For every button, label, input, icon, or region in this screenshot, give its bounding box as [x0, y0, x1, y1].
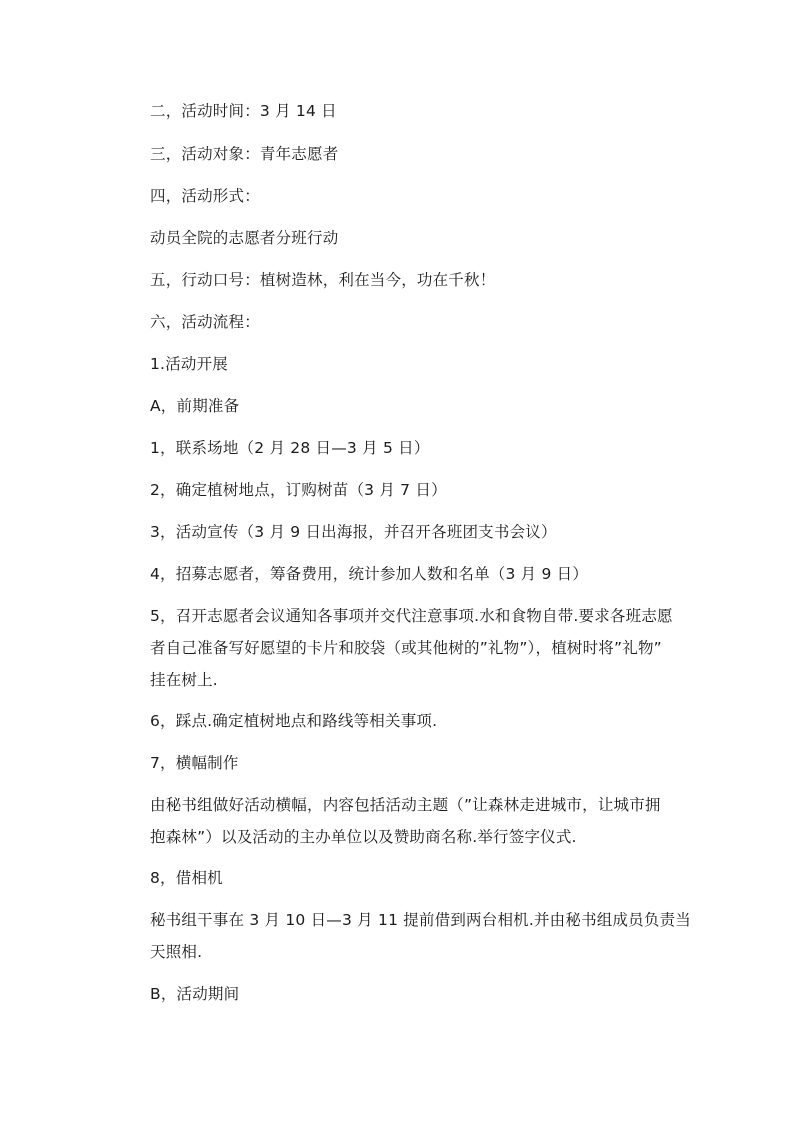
- step-8-line: 8，借相机: [150, 869, 223, 887]
- step-3-line: 3，活动宣传（3 月 9 日出海报，并召开各班团支书会议）: [150, 523, 557, 541]
- activity-target-line: 三，活动对象：青年志愿者: [150, 145, 339, 163]
- step-5-line-2: 者自己准备写好愿望的卡片和胶袋（或其他树的”礼物”），植树时将”礼物”: [150, 639, 662, 657]
- step-6-line: 6，踩点.确定植树地点和路线等相关事项.: [150, 712, 438, 730]
- section-1-heading: 1.活动开展: [150, 355, 228, 373]
- step-4-line: 4，招募志愿者，筹备费用，统计参加人数和名单（3 月 9 日）: [150, 565, 589, 583]
- step-5-line-3: 挂在树上.: [150, 671, 218, 689]
- process-heading: 六，活动流程：: [150, 313, 260, 331]
- camera-paragraph-line-1: 秘书组干事在 3 月 10 日—3 月 11 提前借到两台相机.并由秘书组成员负责当: [150, 911, 691, 929]
- step-2-line: 2，确定植树地点，订购树苗（3 月 7 日）: [150, 481, 447, 499]
- activity-form-heading: 四，活动形式：: [150, 187, 260, 205]
- step-7-line: 7，横幅制作: [150, 754, 239, 772]
- camera-paragraph-line-2: 天照相.: [150, 943, 203, 961]
- activity-time-line: 二，活动时间：3 月 14 日: [150, 102, 337, 120]
- slogan-line: 五，行动口号：植树造林，利在当今，功在千秋！: [150, 271, 496, 289]
- activity-form-text: 动员全院的志愿者分班行动: [150, 229, 339, 247]
- section-b-heading: B，活动期间: [150, 985, 240, 1003]
- step-5-line-1: 5，召开志愿者会议通知各事项并交代注意事项.水和食物自带.要求各班志愿: [150, 607, 673, 625]
- banner-paragraph-line-2: 抱森林”）以及活动的主办单位以及赞助商名称.举行签字仪式.: [150, 828, 577, 846]
- section-a-heading: A，前期准备: [150, 397, 240, 415]
- banner-paragraph-line-1: 由秘书组做好活动横幅，内容包括活动主题（”让森林走进城市，让城市拥: [150, 796, 661, 814]
- step-1-line: 1，联系场地（2 月 28 日—3 月 5 日）: [150, 439, 430, 457]
